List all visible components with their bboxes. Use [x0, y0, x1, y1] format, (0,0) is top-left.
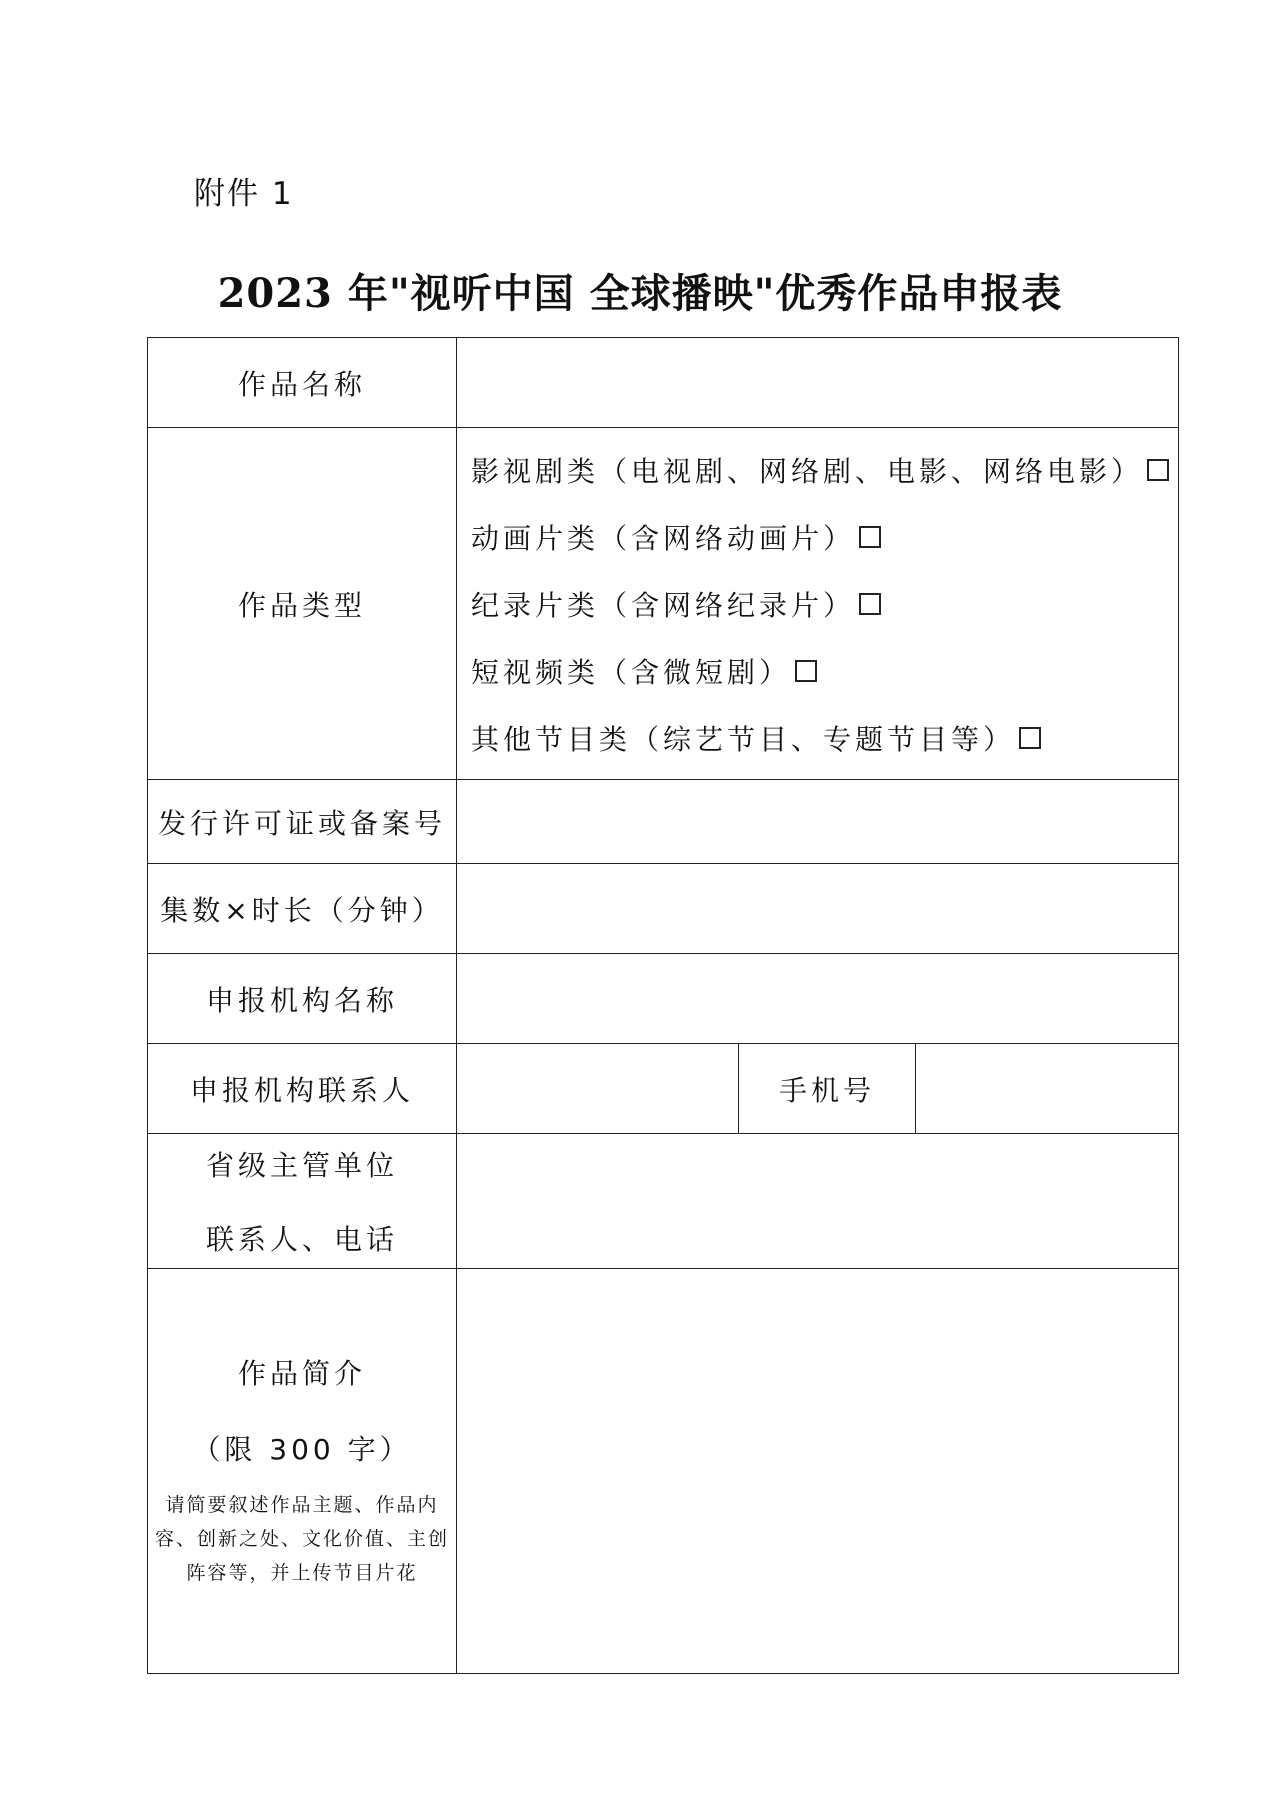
row-summary	[148, 1269, 1179, 1674]
work-type-option[interactable]	[471, 570, 1178, 637]
provincial-label-line2: 联系人、电话	[205, 1223, 398, 1256]
org-contact-field[interactable]	[457, 1044, 739, 1134]
work-type-option[interactable]	[471, 637, 1178, 704]
form-title: 2023 年"视听中国 全球播映"优秀作品申报表	[217, 270, 1063, 317]
work-type-option-label: 其他节目类（综艺节目、专题节目等）	[471, 722, 1016, 756]
summary-label: 作品简介	[237, 1357, 366, 1390]
checkbox-icon[interactable]	[1147, 459, 1169, 481]
work-type-option[interactable]	[471, 704, 1178, 771]
summary-limit: （限 300 字）	[192, 1433, 412, 1466]
org-contact-label: 申报机构联系人	[148, 1044, 457, 1134]
row-work-type	[148, 428, 1179, 780]
work-type-option[interactable]	[471, 436, 1178, 503]
phone-label: 手机号	[739, 1044, 916, 1134]
phone-field[interactable]	[916, 1044, 1179, 1134]
checkbox-icon[interactable]	[1019, 727, 1041, 749]
row-episodes	[148, 864, 1179, 954]
work-type-options	[457, 428, 1179, 780]
attachment-label: 附件 1	[194, 176, 294, 212]
license-label: 发行许可证或备案号	[148, 780, 457, 864]
work-name-field[interactable]	[457, 338, 1179, 428]
work-type-label: 作品类型	[148, 428, 457, 780]
provincial-label	[148, 1134, 457, 1269]
row-org-contact	[148, 1044, 1179, 1134]
application-form-table	[147, 337, 1179, 1674]
org-name-field[interactable]	[457, 954, 1179, 1044]
summary-field[interactable]	[457, 1269, 1179, 1674]
work-type-option-label: 短视频类（含微短剧）	[471, 655, 792, 689]
checkbox-icon[interactable]	[795, 660, 817, 682]
checkbox-icon[interactable]	[859, 526, 881, 548]
work-type-option[interactable]	[471, 503, 1178, 570]
org-name-label: 申报机构名称	[148, 954, 457, 1044]
row-work-name	[148, 338, 1179, 428]
work-type-option-label: 动画片类（含网络动画片）	[471, 521, 856, 555]
row-org-name	[148, 954, 1179, 1044]
row-license	[148, 780, 1179, 864]
summary-label-cell	[148, 1269, 457, 1674]
checkbox-icon[interactable]	[859, 593, 881, 615]
provincial-label-line1: 省级主管单位	[205, 1149, 398, 1182]
license-field[interactable]	[457, 780, 1179, 864]
summary-hint: 请简要叙述作品主题、作品内容、创新之处、文化价值、主创阵容等，并上传节目片花	[154, 1494, 449, 1584]
work-name-label: 作品名称	[148, 338, 457, 428]
episodes-field[interactable]	[457, 864, 1179, 954]
work-type-option-label: 纪录片类（含网络纪录片）	[471, 588, 856, 622]
row-provincial	[148, 1134, 1179, 1269]
episodes-label: 集数×时长（分钟）	[148, 864, 457, 954]
work-type-option-label: 影视剧类（电视剧、网络剧、电影、网络电影）	[471, 454, 1144, 488]
provincial-field[interactable]	[457, 1134, 1179, 1269]
